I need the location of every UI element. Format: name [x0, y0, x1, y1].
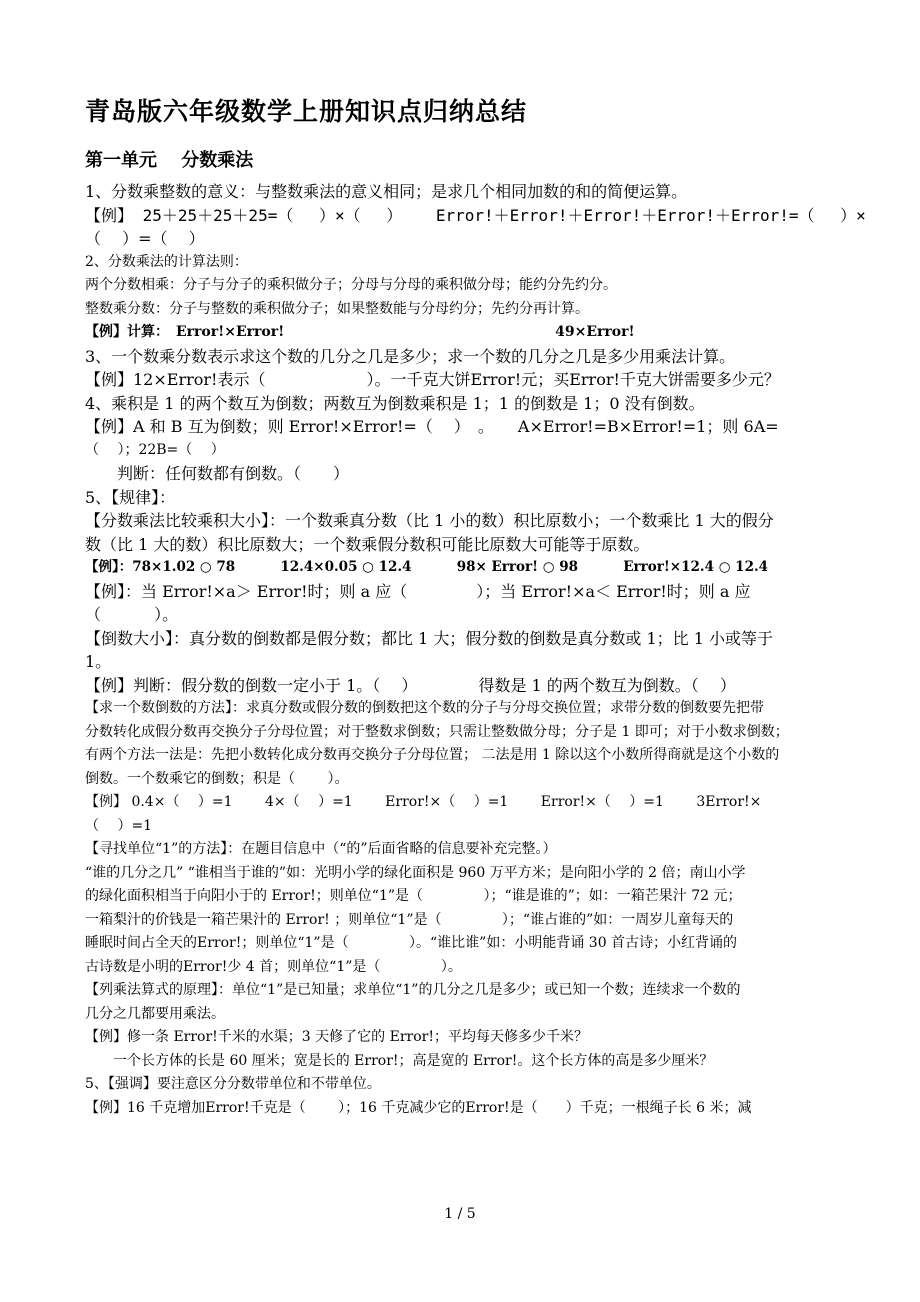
- unit-heading: 第一单元 分数乘法: [85, 150, 254, 171]
- text-line: （ ）=（ ）: [85, 229, 205, 248]
- document-body: [85, 180, 915, 1120]
- text-line: 两个分数相乘：分子与分子的乘积做分子；分母与分母的乘积做分母；能约分先约分。: [85, 277, 617, 293]
- text-line: 【求一个数倒数的方法】：求真分数或假分数的倒数把这个数的分子与分母交换位置；求带分数的倒数要先把带: [85, 700, 764, 716]
- text-line: 2、分数乘法的计算法则：: [85, 253, 248, 270]
- text-line: 【例】修一条 Error!千米的水渠；3 天修了它的 Error!；平均每天修多少千米？: [85, 1029, 588, 1045]
- text-line: 整数乘分数：分子与整数的乘积做分子；如果整数能与分母约分；先约分再计算。: [85, 300, 589, 317]
- text-line: 【寻找单位“1”的方法】：在题目信息中（“的”后面省略的信息要补充完整。）: [85, 841, 557, 857]
- text-line: 分数转化成假分数再交换分子分母位置；对于整数求倒数；只需让整数做分母；分子是 1 即可；对于小数求倒数；: [85, 723, 789, 740]
- text-line: 判断：任何数都有倒数。（ ）: [85, 464, 350, 483]
- text-line: 有两个方法一法是：先把小数转化成分数再交换分子分母位置； 二法是用 1 除以这个小数所得商就是这个小数的: [85, 747, 780, 763]
- text-line: 5、【规律】：: [85, 487, 176, 507]
- text-line: 【例】计算： Error!×Error! 49×Error!: [85, 324, 635, 340]
- text-line: 古诗数是小明的Error!少 4 首；则单位“1”是（ ）。: [85, 958, 462, 975]
- text-line: 1。: [85, 652, 112, 671]
- text-line: 倒数。一个数乘它的倒数；积是（ ）。: [85, 770, 349, 787]
- text-line: 数（比 1 大的数）积比原数大；一个数乘假分数积可能比原数大可能等于原数。: [85, 534, 650, 554]
- text-line: 【分数乘法比较乘积大小】：一个数乘真分数（比 1 小的数）积比原数小；一个数乘比 1 大的假分: [85, 511, 774, 530]
- text-line: （ ）；22B=（ ）: [85, 441, 225, 458]
- text-line: 【例】：78×1.02 ○ 78 12.4×0.05 ○ 12.4 98× Error! ○ 98 Error!×12.4 ○ 12.4: [85, 559, 769, 575]
- text-line: 【例】：当 Error!×a＞ Error!时；则 a 应（ ）；当 Error!×a＜ Error!时；则 a 应: [85, 581, 751, 601]
- text-line: “谁的几分之几” “谁相当于谁的”如：光明小学的绿化面积是 960 万平方米；是向阳小学的 2 倍；南山小学: [85, 864, 746, 881]
- text-line: 【例】A 和 B 互为倒数；则 Error!×Error!=（ ） 。 A×Error!=B×Error!=1；则 6A=: [85, 417, 779, 436]
- text-line: 一箱梨汁的价钱是一箱芒果汁的 Error! ；则单位“1”是（ ）；“谁占谁的”如：一周岁儿童每天的: [85, 911, 734, 928]
- text-line: （ ）。: [85, 605, 179, 624]
- text-line: 【例】 25＋25＋25＋25=（ ）×（ ） Error!＋Error!＋Error!＋Error!＋Error!=（ ）×: [85, 205, 866, 225]
- text-line: 5、【强调】要注意区分分数带单位和不带单位。: [85, 1076, 381, 1092]
- text-line: 1、分数乘整数的意义：与整数乘法的意义相同；是求几个相同加数的和的简便运算。: [85, 182, 688, 201]
- text-line: 3、一个数乘分数表示求这个数的几分之几是多少；求一个数的几分之几是多少用乘法计算。: [85, 346, 736, 366]
- text-line: 4、乘积是 1 的两个数互为倒数；两数互为倒数乘积是 1；1 的倒数是 1；0 没有倒数。: [85, 393, 705, 413]
- text-line: 的绿化面积相当于向阳小于的 Error!；则单位“1”是（ ）；“谁是谁的”；如：一箱芒果汁 72 元；: [85, 888, 742, 904]
- document-title: 青岛版六年级数学上册知识点归纳总结: [85, 97, 528, 126]
- text-line: 【倒数大小】：真分数的倒数都是假分数；都比 1 大；假分数的倒数是真分数或 1；比 1 小或等于: [85, 628, 773, 648]
- text-line: 睡眠时间占全天的Error!；则单位“1”是（ ）。“谁比谁”如：小明能背诵 30 首古诗；小红背诵的: [85, 935, 738, 951]
- text-line: 几分之几都要用乘法。: [85, 1005, 225, 1022]
- text-line: 【例】16 千克增加Error!千克是（ ）；16 千克减少它的Error!是（ ）千克；一根绳子长 6 米；减: [85, 1099, 752, 1116]
- text-line: 【列乘法算式的原理】：单位“1”是已知量；求单位“1”的几分之几是多少；或已知一个数；连续求一个数的: [85, 982, 741, 998]
- text-line: 【例】 0.4×（ ）=1 4×（ ）=1 Error!×（ ）=1 Error!×（ ）=1 3Error!×: [85, 794, 762, 810]
- text-line: 【例】判断：假分数的倒数一定小于 1。（ ） 得数是 1 的两个数互为倒数。（ ）: [85, 675, 736, 695]
- text-line: 一个长方体的长是 60 厘米；宽是长的 Error!；高是宽的 Error!。这个长方体的高是多少厘米？: [85, 1052, 714, 1069]
- page-number: 1 / 5: [444, 1206, 476, 1222]
- text-line: 【例】12×Error!表示（ ）。一千克大饼Error!元；买Error!千克大饼需要多少元？: [85, 370, 780, 389]
- text-line: （ ）=1: [85, 817, 153, 834]
